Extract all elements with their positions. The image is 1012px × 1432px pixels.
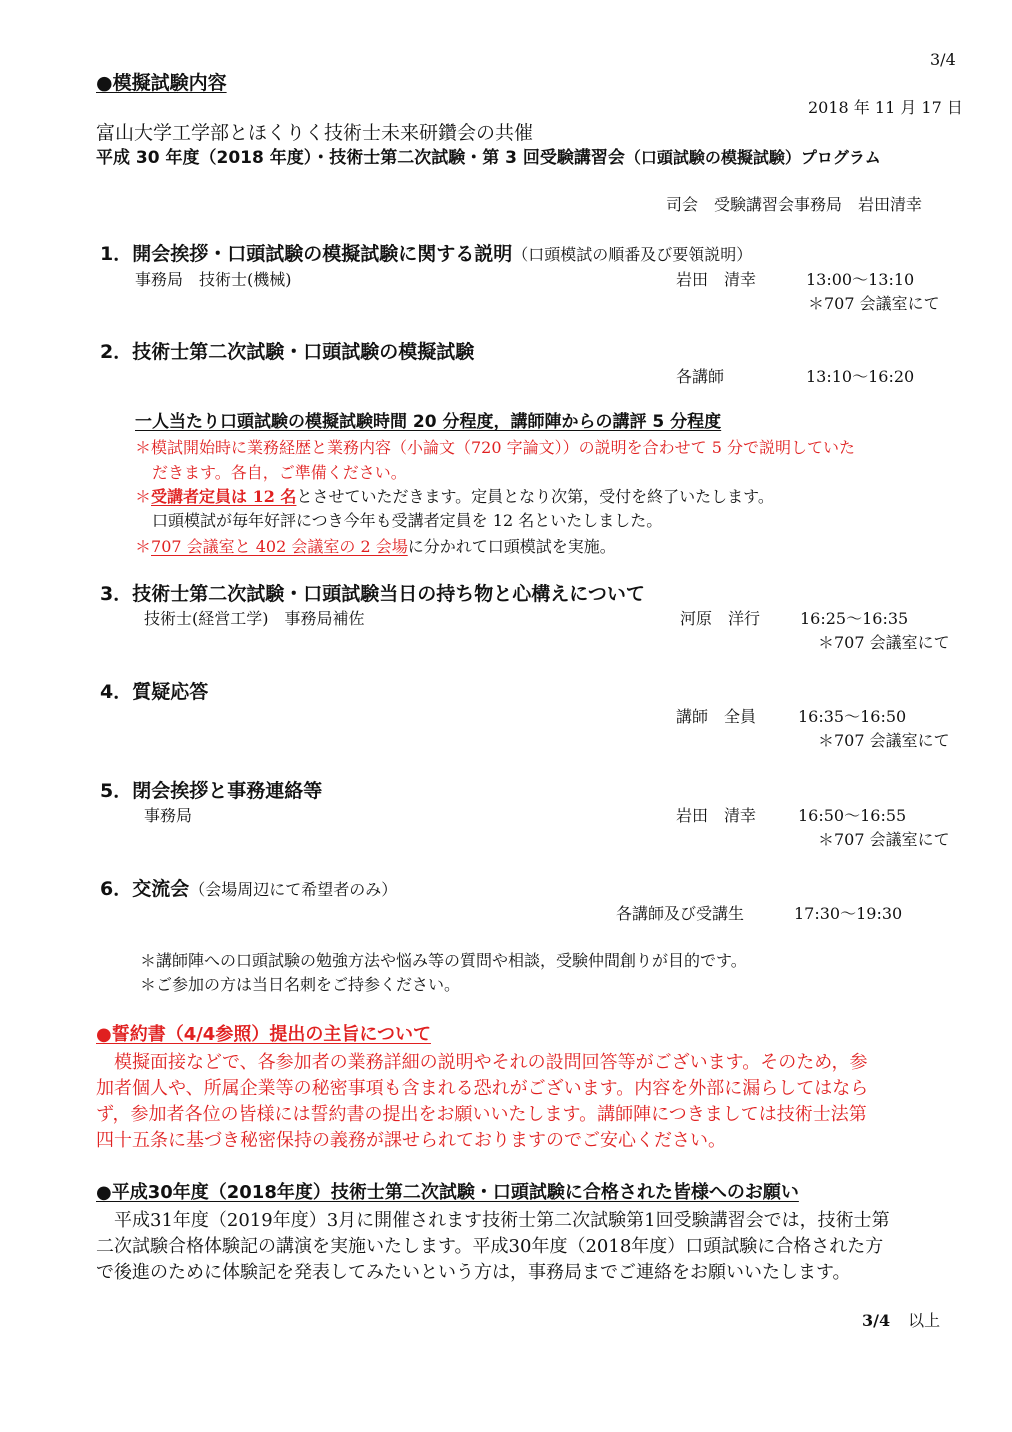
pledge-line: ず，参加者各位の皆様には誓約書の提出をお願いいたします。講師陣につきましては技術士法第 bbox=[96, 1104, 867, 1125]
capacity-highlight: 受講者定員は 12 名 bbox=[151, 487, 297, 506]
request-body bbox=[96, 1208, 966, 1286]
pledge-title: ●誓約書（4/4参照）提出の主旨について bbox=[96, 1024, 431, 1045]
exam-headline: 一人当たり口頭試験の模擬試験時間 20 分程度，講師陣からの講評 5 分程度 bbox=[135, 412, 722, 432]
exam-note-3: ＊707 会議室と 402 会議室の 2 会場に分かれて口頭模試を実施。 bbox=[135, 537, 616, 556]
exam-note-2-line-2: 口頭模試が毎年好評につき今年も受講者定員を 12 名といたしました。 bbox=[152, 511, 663, 530]
agenda-item-4-speaker: 講師 全員 bbox=[676, 707, 757, 726]
agenda-item-2-time: 13:10～16:20 bbox=[806, 367, 915, 386]
footer bbox=[862, 1313, 940, 1329]
agenda-item-6-title: 6．交流会（会場周辺にて希望者のみ） bbox=[100, 878, 398, 900]
agenda-item-3-time: 16:25～16:35 bbox=[800, 609, 909, 628]
section-title: ●模擬試験内容 bbox=[96, 72, 227, 94]
end-marker: 以上 bbox=[908, 1311, 941, 1330]
program-title bbox=[96, 149, 881, 167]
rooms-highlight: 707 会議室と 402 会議室の 2 会場 bbox=[151, 537, 408, 556]
agenda-item-1-speaker: 岩田 清幸 bbox=[676, 270, 757, 289]
agenda-item-5-speaker: 岩田 清幸 bbox=[676, 806, 757, 825]
pledge-body bbox=[96, 1050, 966, 1154]
request-line: で後進のために体験記を発表してみたいという方は，事務局までご連絡をお願いいたします。 bbox=[96, 1262, 851, 1283]
pledge-line: 模擬面接などで、各参加者の業務詳細の説明やそれの設問回答等がございます。そのため，参 bbox=[96, 1052, 868, 1073]
page-number: 3/4 bbox=[930, 50, 956, 69]
program-title-main: 平成 30 年度（2018 年度）・技術士第二次試験・第 3 回受験講習会 bbox=[96, 148, 625, 168]
exam-note-2: ＊受講者定員は 12 名とさせていただきます。定員となり次第，受付を終了いたします。 bbox=[135, 487, 774, 506]
agenda-item-6-speaker: 各講師及び受講生 bbox=[616, 904, 745, 923]
social-note-1: ＊講師陣への口頭試験の勉強方法や悩み等の質問や相談，受験仲間創りが目的です。 bbox=[140, 951, 747, 970]
agenda-item-3-title: 3．技術士第二次試験・口頭試験当日の持ち物と心構えについて bbox=[100, 583, 645, 605]
mc-line: 司会 受験講習会事務局 岩田清幸 bbox=[666, 195, 923, 214]
exam-note-1-line-2: だきます。各自，ご準備ください。 bbox=[152, 463, 407, 482]
agenda-item-1-presenter: 事務局 技術士(機械) bbox=[135, 270, 292, 289]
request-line: 平成31年度（2019年度）3月に開催されます技術士第二次試験第1回受験講習会では，技術士第 bbox=[96, 1210, 890, 1231]
exam-note-1-line-1: ＊模試開始時に業務経歴と業務内容（小論文（720 字論文））の説明を合わせて 5 分で説明していた bbox=[135, 438, 855, 457]
agenda-item-3-room: ＊707 会議室にて bbox=[818, 633, 950, 652]
agenda-item-2-title: 2．技術士第二次試験・口頭試験の模擬試験 bbox=[100, 341, 475, 363]
agenda-item-1-title: 1．開会挨拶・口頭試験の模擬試験に関する説明（口頭模試の順番及び要領説明） bbox=[100, 243, 753, 265]
document-date: 2018 年 11 月 17 日 bbox=[808, 98, 963, 117]
agenda-item-5-time: 16:50～16:55 bbox=[798, 806, 907, 825]
program-title-suffix: （口頭試験の模擬試験）プログラム bbox=[624, 148, 881, 167]
agenda-item-5-title: 5．閉会挨拶と事務連絡等 bbox=[100, 780, 323, 802]
agenda-item-1-room: ＊707 会議室にて bbox=[808, 294, 940, 313]
agenda-item-4-room: ＊707 会議室にて bbox=[818, 731, 950, 750]
request-line: 二次試験合格体験記の講演を実施いたします。平成30年度（2018年度）口頭試験に合格された方 bbox=[96, 1236, 884, 1257]
footer-page-number: 3/4 bbox=[862, 1311, 891, 1330]
agenda-item-1-time: 13:00～13:10 bbox=[806, 270, 915, 289]
agenda-item-5-presenter: 事務局 bbox=[144, 806, 193, 825]
cohost-line: 富山大学工学部とほくりく技術士未来研鑽会の共催 bbox=[96, 122, 534, 144]
agenda-item-2-speaker: 各講師 bbox=[676, 367, 725, 386]
agenda-item-6-time: 17:30～19:30 bbox=[794, 904, 903, 923]
agenda-item-4-time: 16:35～16:50 bbox=[798, 707, 907, 726]
agenda-item-4-title: 4．質疑応答 bbox=[100, 681, 209, 703]
social-note-2: ＊ご参加の方は当日名刺をご持参ください。 bbox=[140, 975, 461, 994]
agenda-item-5-room: ＊707 会議室にて bbox=[818, 830, 950, 849]
pledge-line: 加者個人や、所属企業等の秘密事項も含まれる恐れがございます。内容を外部に漏らしてはなら bbox=[96, 1078, 869, 1099]
pledge-line: 四十五条に基づき秘密保持の義務が課せられておりますのでご安心ください。 bbox=[96, 1130, 726, 1151]
agenda-item-3-speaker: 河原 洋行 bbox=[680, 609, 761, 628]
request-title: ●平成30年度（2018年度）技術士第二次試験・口頭試験に合格された皆様へのお願い bbox=[96, 1182, 799, 1203]
agenda-item-3-presenter: 技術士(経営工学) 事務局補佐 bbox=[144, 609, 365, 628]
